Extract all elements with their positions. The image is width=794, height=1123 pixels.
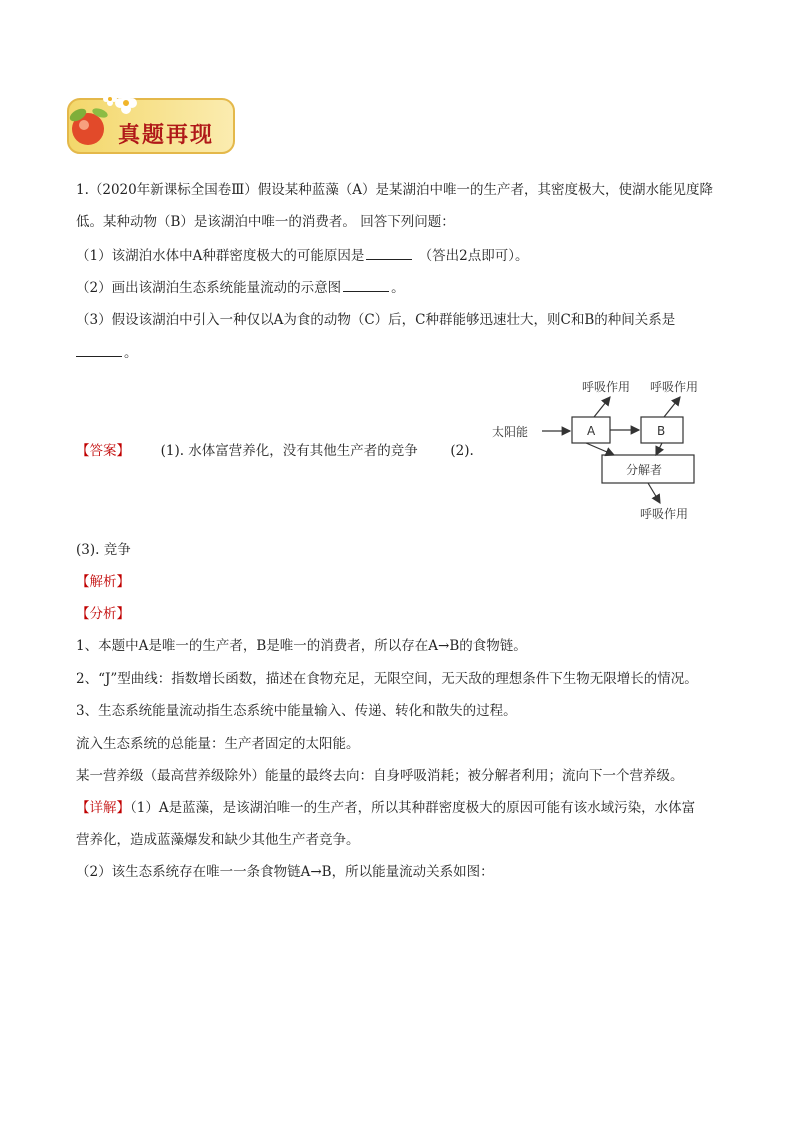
resp-label-2: 呼吸作用	[650, 380, 699, 394]
detail-line-1	[76, 798, 695, 818]
node-b-label: B	[657, 424, 666, 438]
arrow-a-resp	[594, 397, 610, 417]
detail-line-2: 营养化，造成蓝藻爆发和缺少其他生产者竞争。	[76, 832, 360, 848]
detail-label: 【详解】	[76, 800, 130, 816]
q1-hint: （答出2点即可）。	[418, 248, 529, 264]
answer-label: 【答案】	[76, 443, 130, 459]
banner-title: 真题再现	[118, 122, 215, 148]
resp-label-3: 呼吸作用	[640, 507, 689, 521]
analysis-point-4: 流入生态系统的总能量：生产者固定的太阳能。	[76, 736, 360, 752]
answer-part-1: (1). 水体富营养化，没有其他生产者的竞争	[160, 443, 418, 459]
question-part-1	[76, 245, 528, 266]
question-part-3-end	[76, 342, 138, 363]
jiexi-label: 【解析】	[76, 574, 130, 590]
answer-blank	[343, 277, 389, 292]
arrow-b-resp	[664, 397, 680, 417]
energy-flow-diagram	[484, 373, 704, 528]
q2-end: 。	[391, 280, 405, 296]
resp-label-1: 呼吸作用	[582, 380, 631, 394]
q1-text: （1）该湖泊水体中A种群密度极大的可能原因是	[76, 248, 365, 264]
q2-text: （2）画出该湖泊生态系统能量流动的示意图	[76, 280, 342, 296]
question-part-3: （3）假设该湖泊中引入一种仅以A为食的动物（C）后，C种群能够迅速壮大，则C和B的种间关系是	[76, 312, 676, 328]
analysis-point-5: 某一营养级（最高营养级除外）能量的最终去向：自身呼吸消耗；被分解者利用；流向下一个营养级。	[76, 768, 684, 784]
question-line-2: 低。某种动物（B）是该湖泊中唯一的消费者。 回答下列问题：	[76, 214, 455, 230]
arrow-a-decomposer	[586, 443, 614, 455]
q3-end: 。	[124, 345, 138, 361]
answer-part-3: (3). 竞争	[76, 542, 131, 558]
analysis-point-1: 1、本题中A是唯一的生产者，B是唯一的消费者，所以存在A→B的食物链。	[76, 638, 527, 654]
question-part-2	[76, 277, 405, 298]
arrow-b-decomposer	[656, 443, 662, 455]
answer-blank	[366, 245, 412, 260]
question-line-1: 1.（2020年新课标全国卷Ⅲ）假设某种蓝藻（A）是某湖泊中唯一的生产者，其密度极大，使湖水能见度降	[76, 182, 714, 198]
fenxi-label: 【分析】	[76, 606, 130, 622]
decomposer-label: 分解者	[626, 463, 663, 477]
detail-text-1: （1）A是蓝藻，是该湖泊唯一的生产者，所以其种群密度极大的原因可能有该水域污染，水体富	[130, 800, 696, 816]
answer-blank	[76, 342, 122, 357]
answer-part-2: (2).	[450, 443, 474, 459]
source-label: 太阳能	[492, 425, 529, 439]
node-a-label: A	[587, 424, 596, 438]
detail-line-3: （2）该生态系统存在唯一一条食物链A→B，所以能量流动关系如图：	[76, 864, 494, 880]
analysis-point-2: 2、“J”型曲线：指数增长函数，描述在食物充足，无限空间，无天敌的理想条件下生物无限增长的情况。	[76, 671, 698, 687]
answer-line	[76, 441, 474, 461]
analysis-point-3: 3、生态系统能量流动指生态系统中能量输入、传递、转化和散失的过程。	[76, 703, 517, 719]
arrow-decomposer-resp	[648, 483, 660, 503]
